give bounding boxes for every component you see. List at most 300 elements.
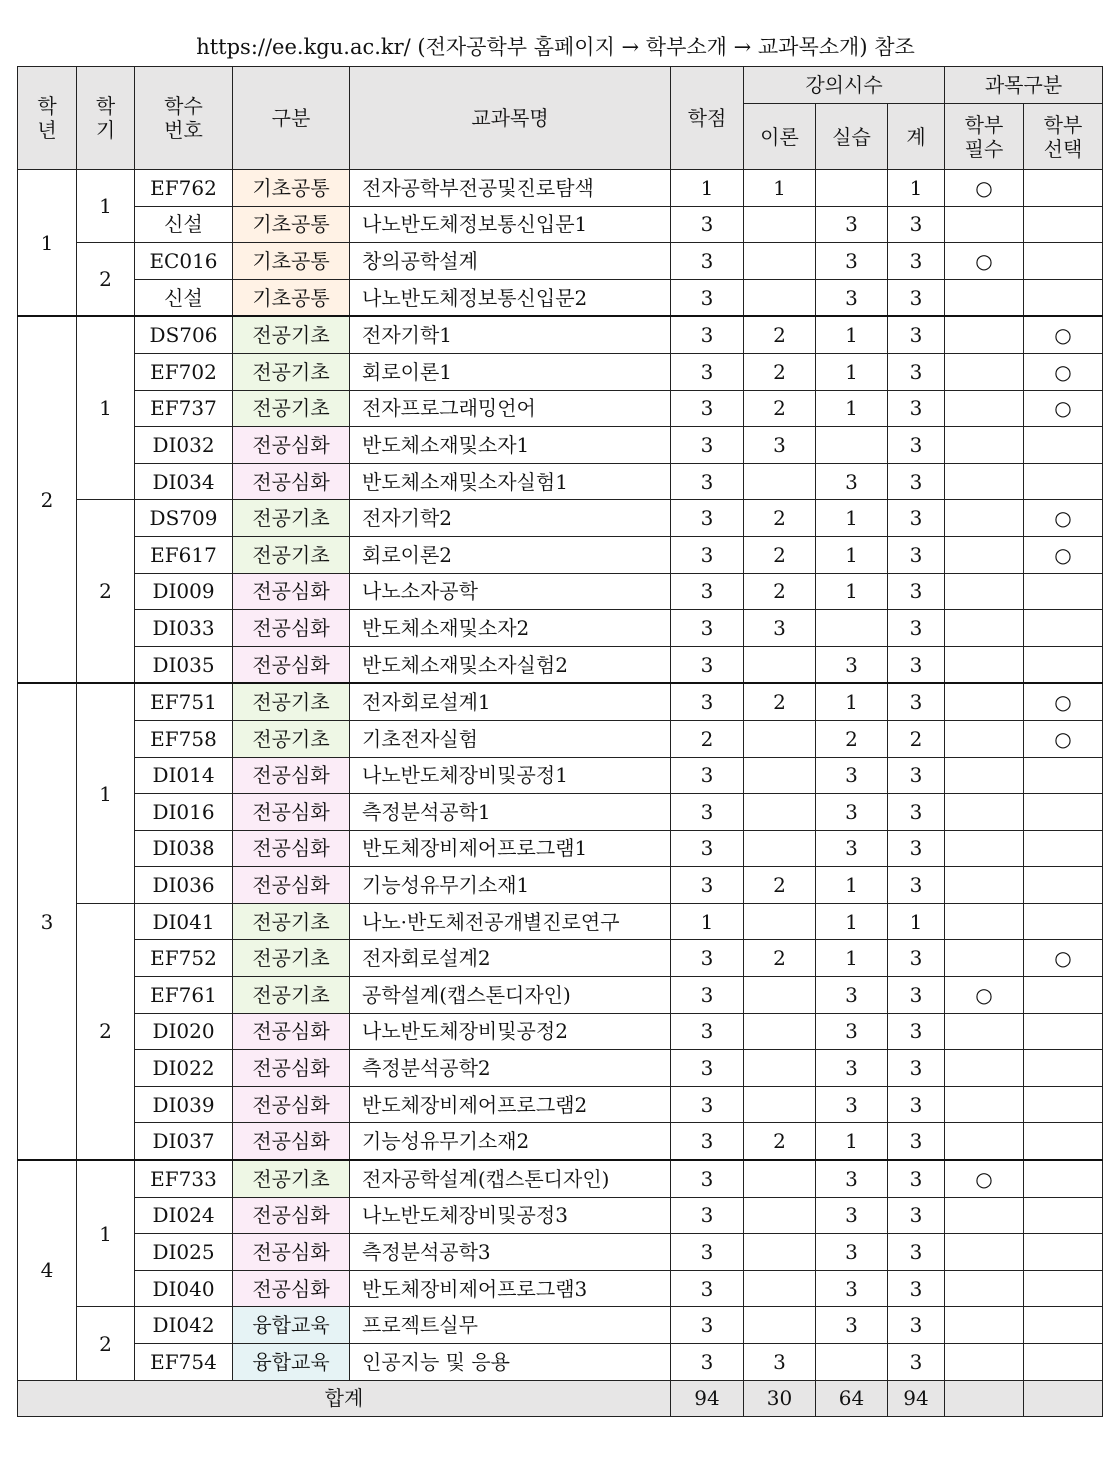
course-theory-hours: 2 xyxy=(744,390,816,427)
course-name: 측정분석공학2 xyxy=(350,1050,671,1087)
table-row xyxy=(18,206,1103,243)
course-theory-hours xyxy=(744,463,816,500)
course-elective-mark xyxy=(1024,794,1103,831)
course-category: 전공심화 xyxy=(233,463,350,500)
course-name: 나노반도체정보통신입문2 xyxy=(350,279,671,316)
table-row xyxy=(18,573,1103,610)
course-elective-mark: ○ xyxy=(1024,940,1103,977)
course-total-hours: 3 xyxy=(888,1050,945,1087)
course-elective-mark xyxy=(1024,1050,1103,1087)
course-required-mark xyxy=(945,1197,1024,1234)
semester-cell: 2 xyxy=(77,1307,135,1380)
header-elective: 학부 선택 xyxy=(1024,104,1103,170)
course-category: 전공기초 xyxy=(233,500,350,537)
table-row xyxy=(18,1344,1103,1381)
semester-cell: 2 xyxy=(77,903,135,1160)
course-name: 반도체장비제어프로그램3 xyxy=(350,1270,671,1307)
course-practice-hours: 3 xyxy=(816,1160,888,1197)
course-total-hours: 3 xyxy=(888,610,945,647)
course-practice-hours: 2 xyxy=(816,720,888,757)
course-name: 전자기학1 xyxy=(350,316,671,353)
table-row xyxy=(18,316,1103,353)
header-semester: 학 기 xyxy=(77,67,135,170)
course-name: 측정분석공학1 xyxy=(350,794,671,831)
course-elective-mark: ○ xyxy=(1024,683,1103,720)
course-required-mark: ○ xyxy=(945,170,1024,207)
course-credits: 3 xyxy=(671,646,744,683)
table-row xyxy=(18,1307,1103,1344)
course-theory-hours xyxy=(744,1234,816,1271)
course-code: EF617 xyxy=(135,536,233,573)
course-total-hours: 1 xyxy=(888,903,945,940)
course-name: 프로젝트실무 xyxy=(350,1307,671,1344)
course-theory-hours: 3 xyxy=(744,1344,816,1381)
course-required-mark xyxy=(945,903,1024,940)
course-theory-hours xyxy=(744,757,816,794)
table-row xyxy=(18,977,1103,1014)
course-name: 전자회로설계1 xyxy=(350,683,671,720)
course-practice-hours: 3 xyxy=(816,1197,888,1234)
course-category: 전공기초 xyxy=(233,1160,350,1197)
course-category: 전공심화 xyxy=(233,646,350,683)
course-practice-hours: 3 xyxy=(816,1050,888,1087)
totals-elective xyxy=(1024,1380,1103,1417)
table-row xyxy=(18,683,1103,720)
course-practice-hours: 3 xyxy=(816,977,888,1014)
course-elective-mark xyxy=(1024,1086,1103,1123)
course-code: DI025 xyxy=(135,1234,233,1271)
course-name: 나노반도체장비및공정2 xyxy=(350,1013,671,1050)
course-required-mark xyxy=(945,610,1024,647)
course-credits: 3 xyxy=(671,463,744,500)
course-category: 전공심화 xyxy=(233,1123,350,1160)
course-name: 기초전자실험 xyxy=(350,720,671,757)
course-credits: 3 xyxy=(671,940,744,977)
course-elective-mark: ○ xyxy=(1024,500,1103,537)
course-credits: 3 xyxy=(671,794,744,831)
table-row xyxy=(18,1160,1103,1197)
header-course-name: 교과목명 xyxy=(350,67,671,170)
course-credits: 3 xyxy=(671,1344,744,1381)
course-name: 나노반도체장비및공정1 xyxy=(350,757,671,794)
course-total-hours: 3 xyxy=(888,1307,945,1344)
table-row xyxy=(18,500,1103,537)
course-category: 전공심화 xyxy=(233,1270,350,1307)
course-code: EF754 xyxy=(135,1344,233,1381)
course-code: EF762 xyxy=(135,170,233,207)
course-elective-mark xyxy=(1024,903,1103,940)
course-name: 반도체장비제어프로그램1 xyxy=(350,830,671,867)
course-theory-hours xyxy=(744,1270,816,1307)
course-elective-mark xyxy=(1024,1234,1103,1271)
course-name: 나노·반도체전공개별진로연구 xyxy=(350,903,671,940)
course-required-mark xyxy=(945,1344,1024,1381)
course-total-hours: 3 xyxy=(888,463,945,500)
course-code: DI035 xyxy=(135,646,233,683)
course-practice-hours: 3 xyxy=(816,794,888,831)
course-code: DI024 xyxy=(135,1197,233,1234)
course-elective-mark: ○ xyxy=(1024,720,1103,757)
course-elective-mark xyxy=(1024,279,1103,316)
course-required-mark xyxy=(945,720,1024,757)
course-category: 전공심화 xyxy=(233,427,350,464)
course-code: DI041 xyxy=(135,903,233,940)
table-row xyxy=(18,243,1103,280)
course-required-mark xyxy=(945,646,1024,683)
course-name: 반도체소재및소자실험1 xyxy=(350,463,671,500)
course-required-mark xyxy=(945,1307,1024,1344)
table-row xyxy=(18,757,1103,794)
course-practice-hours: 1 xyxy=(816,1123,888,1160)
semester-cell: 2 xyxy=(77,243,135,317)
course-total-hours: 3 xyxy=(888,1270,945,1307)
course-elective-mark xyxy=(1024,573,1103,610)
course-code: DS706 xyxy=(135,316,233,353)
course-total-hours: 3 xyxy=(888,1234,945,1271)
course-category: 전공기초 xyxy=(233,977,350,1014)
course-practice-hours: 3 xyxy=(816,1270,888,1307)
course-required-mark xyxy=(945,1270,1024,1307)
course-code: DI042 xyxy=(135,1307,233,1344)
table-row xyxy=(18,940,1103,977)
header-hours-total: 계 xyxy=(888,104,945,170)
course-credits: 1 xyxy=(671,170,744,207)
header-theory: 이론 xyxy=(744,104,816,170)
course-elective-mark xyxy=(1024,610,1103,647)
course-practice-hours: 1 xyxy=(816,867,888,904)
course-credits: 3 xyxy=(671,867,744,904)
course-category: 전공심화 xyxy=(233,1013,350,1050)
course-practice-hours: 3 xyxy=(816,1086,888,1123)
course-total-hours: 3 xyxy=(888,1344,945,1381)
course-code: DI009 xyxy=(135,573,233,610)
course-theory-hours xyxy=(744,903,816,940)
course-code: DI022 xyxy=(135,1050,233,1087)
course-code: DI040 xyxy=(135,1270,233,1307)
table-row xyxy=(18,830,1103,867)
course-theory-hours: 2 xyxy=(744,867,816,904)
course-practice-hours: 3 xyxy=(816,1013,888,1050)
year-cell: 3 xyxy=(18,683,77,1160)
course-category: 전공심화 xyxy=(233,573,350,610)
course-theory-hours: 2 xyxy=(744,500,816,537)
course-required-mark xyxy=(945,1050,1024,1087)
course-total-hours: 3 xyxy=(888,353,945,390)
course-category: 전공심화 xyxy=(233,867,350,904)
course-practice-hours: 3 xyxy=(816,243,888,280)
course-code: EC016 xyxy=(135,243,233,280)
course-credits: 3 xyxy=(671,573,744,610)
year-cell: 2 xyxy=(18,316,77,683)
course-total-hours: 3 xyxy=(888,536,945,573)
course-theory-hours: 2 xyxy=(744,573,816,610)
semester-cell: 1 xyxy=(77,1160,135,1307)
course-theory-hours: 2 xyxy=(744,1123,816,1160)
course-elective-mark xyxy=(1024,830,1103,867)
course-required-mark xyxy=(945,206,1024,243)
course-elective-mark xyxy=(1024,170,1103,207)
course-credits: 3 xyxy=(671,1270,744,1307)
course-total-hours: 2 xyxy=(888,720,945,757)
course-practice-hours xyxy=(816,1344,888,1381)
course-theory-hours: 2 xyxy=(744,940,816,977)
course-name: 전자회로설계2 xyxy=(350,940,671,977)
course-credits: 3 xyxy=(671,1086,744,1123)
course-name: 전자프로그래밍언어 xyxy=(350,390,671,427)
course-required-mark: ○ xyxy=(945,243,1024,280)
totals-row xyxy=(18,1380,1103,1417)
course-elective-mark xyxy=(1024,463,1103,500)
course-theory-hours: 2 xyxy=(744,316,816,353)
course-credits: 3 xyxy=(671,610,744,647)
course-category: 융합교육 xyxy=(233,1307,350,1344)
course-credits: 3 xyxy=(671,1050,744,1087)
course-code: EF761 xyxy=(135,977,233,1014)
course-required-mark xyxy=(945,1013,1024,1050)
course-total-hours: 3 xyxy=(888,757,945,794)
course-elective-mark xyxy=(1024,1344,1103,1381)
course-required-mark xyxy=(945,279,1024,316)
course-category: 전공기초 xyxy=(233,316,350,353)
course-category: 전공기초 xyxy=(233,940,350,977)
course-theory-hours xyxy=(744,1197,816,1234)
course-total-hours: 3 xyxy=(888,243,945,280)
course-required-mark xyxy=(945,940,1024,977)
curriculum-body xyxy=(18,170,1103,1417)
course-total-hours: 3 xyxy=(888,646,945,683)
table-row xyxy=(18,1050,1103,1087)
table-row xyxy=(18,427,1103,464)
course-category: 기초공통 xyxy=(233,206,350,243)
course-category: 전공기초 xyxy=(233,390,350,427)
course-theory-hours xyxy=(744,1160,816,1197)
course-elective-mark xyxy=(1024,243,1103,280)
course-theory-hours xyxy=(744,794,816,831)
course-code: EF702 xyxy=(135,353,233,390)
course-total-hours: 3 xyxy=(888,1013,945,1050)
course-name: 공학설계(캡스톤디자인) xyxy=(350,977,671,1014)
header-credits: 학점 xyxy=(671,67,744,170)
course-total-hours: 3 xyxy=(888,794,945,831)
course-total-hours: 3 xyxy=(888,427,945,464)
course-practice-hours: 1 xyxy=(816,903,888,940)
course-elective-mark xyxy=(1024,1197,1103,1234)
course-credits: 3 xyxy=(671,830,744,867)
course-total-hours: 3 xyxy=(888,830,945,867)
course-elective-mark: ○ xyxy=(1024,353,1103,390)
course-elective-mark xyxy=(1024,427,1103,464)
course-practice-hours: 3 xyxy=(816,206,888,243)
course-required-mark xyxy=(945,830,1024,867)
course-code: DI038 xyxy=(135,830,233,867)
course-code: DI032 xyxy=(135,427,233,464)
table-row xyxy=(18,1197,1103,1234)
course-name: 회로이론1 xyxy=(350,353,671,390)
course-category: 전공심화 xyxy=(233,830,350,867)
header-practice: 실습 xyxy=(816,104,888,170)
course-required-mark xyxy=(945,683,1024,720)
header-category: 구분 xyxy=(233,67,350,170)
course-code: EF751 xyxy=(135,683,233,720)
course-name: 창의공학설계 xyxy=(350,243,671,280)
course-total-hours: 3 xyxy=(888,683,945,720)
course-practice-hours: 3 xyxy=(816,830,888,867)
course-code: EF733 xyxy=(135,1160,233,1197)
course-code: DS709 xyxy=(135,500,233,537)
course-required-mark xyxy=(945,463,1024,500)
course-theory-hours: 3 xyxy=(744,610,816,647)
course-required-mark xyxy=(945,500,1024,537)
course-credits: 1 xyxy=(671,903,744,940)
course-code: DI034 xyxy=(135,463,233,500)
course-total-hours: 3 xyxy=(888,977,945,1014)
course-credits: 3 xyxy=(671,243,744,280)
totals-practice: 64 xyxy=(816,1380,888,1417)
year-cell: 1 xyxy=(18,170,77,317)
course-elective-mark xyxy=(1024,867,1103,904)
course-practice-hours: 3 xyxy=(816,1307,888,1344)
course-category: 전공기초 xyxy=(233,720,350,757)
course-code: DI039 xyxy=(135,1086,233,1123)
table-row xyxy=(18,1086,1103,1123)
course-elective-mark: ○ xyxy=(1024,536,1103,573)
course-code: 신설 xyxy=(135,206,233,243)
course-elective-mark xyxy=(1024,1270,1103,1307)
course-theory-hours xyxy=(744,1013,816,1050)
course-required-mark: ○ xyxy=(945,977,1024,1014)
course-credits: 3 xyxy=(671,206,744,243)
course-credits: 3 xyxy=(671,1307,744,1344)
course-required-mark xyxy=(945,353,1024,390)
course-credits: 3 xyxy=(671,500,744,537)
course-elective-mark: ○ xyxy=(1024,390,1103,427)
course-code: DI037 xyxy=(135,1123,233,1160)
course-name: 나노소자공학 xyxy=(350,573,671,610)
course-total-hours: 3 xyxy=(888,279,945,316)
course-credits: 3 xyxy=(671,536,744,573)
course-practice-hours: 1 xyxy=(816,683,888,720)
course-practice-hours: 1 xyxy=(816,940,888,977)
course-total-hours: 3 xyxy=(888,1123,945,1160)
course-name: 반도체소재및소자1 xyxy=(350,427,671,464)
course-theory-hours: 1 xyxy=(744,170,816,207)
course-theory-hours xyxy=(744,977,816,1014)
course-required-mark xyxy=(945,1123,1024,1160)
table-row xyxy=(18,1123,1103,1160)
header-required: 학부 필수 xyxy=(945,104,1024,170)
course-credits: 3 xyxy=(671,1160,744,1197)
course-credits: 3 xyxy=(671,353,744,390)
course-code: DI033 xyxy=(135,610,233,647)
course-name: 전자기학2 xyxy=(350,500,671,537)
course-category: 기초공통 xyxy=(233,170,350,207)
course-theory-hours xyxy=(744,243,816,280)
course-credits: 3 xyxy=(671,427,744,464)
totals-required xyxy=(945,1380,1024,1417)
course-required-mark xyxy=(945,573,1024,610)
course-elective-mark xyxy=(1024,206,1103,243)
course-elective-mark xyxy=(1024,1307,1103,1344)
totals-hours: 94 xyxy=(888,1380,945,1417)
course-category: 전공기초 xyxy=(233,353,350,390)
course-category: 전공심화 xyxy=(233,1234,350,1271)
course-practice-hours: 1 xyxy=(816,316,888,353)
semester-cell: 2 xyxy=(77,500,135,683)
course-practice-hours: 1 xyxy=(816,500,888,537)
course-credits: 3 xyxy=(671,316,744,353)
table-row xyxy=(18,1234,1103,1271)
course-practice-hours: 3 xyxy=(816,757,888,794)
course-total-hours: 3 xyxy=(888,867,945,904)
table-row xyxy=(18,536,1103,573)
table-row xyxy=(18,1270,1103,1307)
course-credits: 3 xyxy=(671,757,744,794)
course-name: 기능성유무기소재1 xyxy=(350,867,671,904)
course-name: 전자공학설계(캡스톤디자인) xyxy=(350,1160,671,1197)
table-caption: https://ee.kgu.ac.kr/ (전자공학부 홈페이지 → 학부소개 → 교과목소개) 참조 xyxy=(196,35,915,59)
course-category: 전공기초 xyxy=(233,903,350,940)
course-total-hours: 3 xyxy=(888,1160,945,1197)
course-total-hours: 3 xyxy=(888,940,945,977)
course-credits: 3 xyxy=(671,683,744,720)
course-credits: 3 xyxy=(671,1234,744,1271)
semester-cell: 1 xyxy=(77,316,135,499)
course-name: 나노반도체정보통신입문1 xyxy=(350,206,671,243)
course-theory-hours xyxy=(744,279,816,316)
course-theory-hours xyxy=(744,1086,816,1123)
course-total-hours: 3 xyxy=(888,1086,945,1123)
course-practice-hours: 1 xyxy=(816,353,888,390)
course-theory-hours xyxy=(744,720,816,757)
course-total-hours: 3 xyxy=(888,390,945,427)
course-theory-hours xyxy=(744,830,816,867)
course-category: 전공기초 xyxy=(233,683,350,720)
course-total-hours: 3 xyxy=(888,316,945,353)
course-practice-hours: 3 xyxy=(816,1234,888,1271)
table-row xyxy=(18,794,1103,831)
course-name: 인공지능 및 응용 xyxy=(350,1344,671,1381)
course-credits: 3 xyxy=(671,1197,744,1234)
course-practice-hours xyxy=(816,170,888,207)
course-practice-hours: 1 xyxy=(816,536,888,573)
course-elective-mark: ○ xyxy=(1024,316,1103,353)
curriculum-table xyxy=(17,66,1103,1417)
course-total-hours: 3 xyxy=(888,573,945,610)
course-category: 융합교육 xyxy=(233,1344,350,1381)
course-elective-mark xyxy=(1024,757,1103,794)
course-theory-hours: 2 xyxy=(744,536,816,573)
course-name: 반도체소재및소자2 xyxy=(350,610,671,647)
semester-cell: 1 xyxy=(77,170,135,243)
course-category: 전공심화 xyxy=(233,1086,350,1123)
course-credits: 3 xyxy=(671,1123,744,1160)
course-elective-mark xyxy=(1024,1160,1103,1197)
course-required-mark xyxy=(945,867,1024,904)
course-credits: 2 xyxy=(671,720,744,757)
course-code: EF737 xyxy=(135,390,233,427)
course-name: 반도체소재및소자실험2 xyxy=(350,646,671,683)
course-practice-hours: 3 xyxy=(816,646,888,683)
year-cell: 4 xyxy=(18,1160,77,1380)
course-category: 기초공통 xyxy=(233,279,350,316)
table-row xyxy=(18,720,1103,757)
table-row xyxy=(18,903,1103,940)
course-code: DI036 xyxy=(135,867,233,904)
table-row xyxy=(18,170,1103,207)
course-name: 전자공학부전공및진로탐색 xyxy=(350,170,671,207)
course-total-hours: 3 xyxy=(888,1197,945,1234)
table-row xyxy=(18,463,1103,500)
